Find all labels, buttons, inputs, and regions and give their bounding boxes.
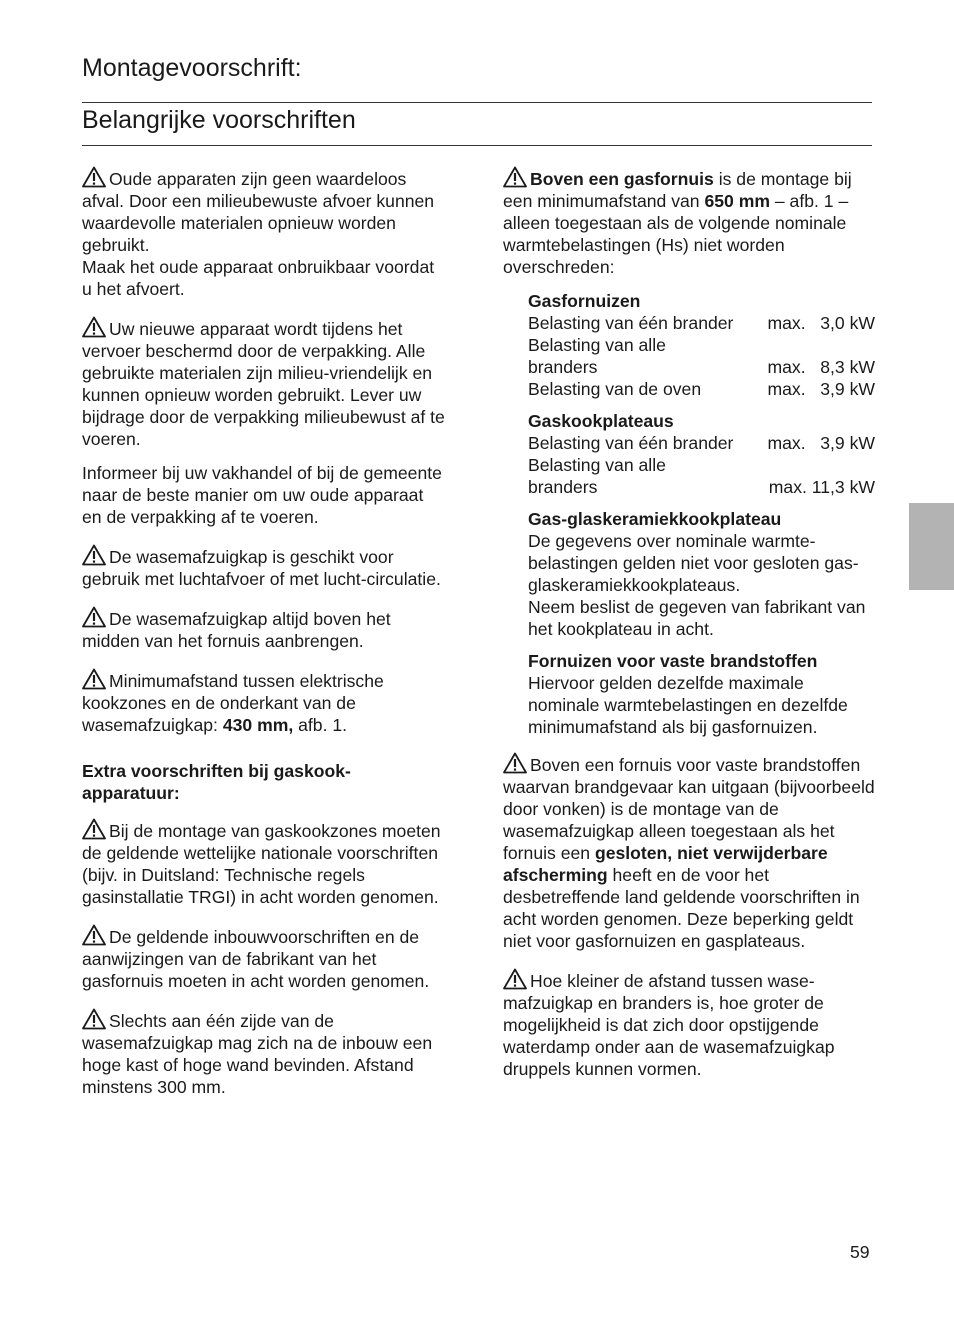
warning-triangle-icon	[503, 752, 527, 774]
warning-triangle-icon	[82, 606, 106, 628]
spec-row: Belasting van alle branders max. 11,3 kW	[528, 455, 875, 497]
paragraph-min-distance-electric: Minimumafstand tussen elektrische kookzones en de onderkant van de wasemafzuigkap: 430 mm, afb. 1.	[82, 668, 447, 736]
glass-ceramic-heading: Gas-glaskeramiekkookplateau	[528, 509, 782, 529]
paragraph-side-clearance: Slechts aan één zijde van de wasemafzuigkap mag zich na de inbouw een hoge kast of hoge wand bevinden. Afstand minstens 300 mm.	[82, 1008, 447, 1098]
paragraph-solid-fuel-warning: Boven een fornuis voor vaste brandstoffen waarvan brandgevaar kan uitgaan (bijvoorbeeld door vonken) is de montage van de wasemafzuigkap alleen toegestaan als het fornuis een gesloten, niet verwijderbare afscherming heeft en de voor het desbetreffende land geldende voorschriften in acht worden genomen. Deze beperking geldt niet voor gasfornuizen en gasplateaus.	[503, 752, 875, 952]
left-column	[82, 166, 447, 1114]
warning-triangle-icon	[82, 668, 106, 690]
paragraph-old-appliances: Oude apparaten zijn geen waardeloos afval. Door een milieubewuste afvoer kunnen waardevolle materialen opnieuw worden gebruikt. Maak het oude apparaat onbruikbaar voordat u het afvoert.	[82, 166, 447, 300]
paragraph-gas-regulations: Bij de montage van gaskookzones moeten de geldende wettelijke nationale voorschriften (bijv. in Duitsland: Technische regels gasinstallatie TRGI) in acht worden genomen.	[82, 818, 447, 908]
gas-ovens-heading: Gasfornuizen	[528, 291, 641, 311]
paragraph-packaging: Uw nieuwe apparaat wordt tijdens het vervoer beschermd door de verpakking. Alle gebruikte materialen zijn milieu-vriendelijk en kunnen opnieuw worden gebruikt. Lever uw bijdrage door de verpakking milieubewust af te voeren.	[82, 316, 447, 450]
warning-triangle-icon	[82, 924, 106, 946]
section-divider	[82, 145, 872, 146]
warning-triangle-icon	[503, 968, 527, 990]
warning-triangle-icon	[82, 544, 106, 566]
warning-triangle-icon	[82, 1008, 106, 1030]
paragraph-center-mounting: De wasemafzuigkap altijd boven het midden van het fornuis aanbrengen.	[82, 606, 447, 652]
paragraph-installation-rules: De geldende inbouwvoorschriften en de aanwijzingen van de fabrikant van het gasfornuis moeten in acht worden genomen.	[82, 924, 447, 992]
solid-fuel-block	[528, 650, 875, 738]
warning-triangle-icon	[82, 316, 106, 338]
right-column	[503, 166, 875, 1096]
paragraph-above-gas-stove: Boven een gasfornuis is de montage bij een minimumafstand van 650 mm – afb. 1 – alleen toegestaan als de volgende nominale warmtebelastingen (Hs) niet worden overschreden:	[503, 166, 875, 278]
page-title: Montagevoorschrift:	[82, 54, 302, 82]
warning-triangle-icon	[82, 166, 106, 188]
gas-ovens-block	[528, 290, 875, 400]
language-tab-marker	[909, 503, 954, 590]
section-title: Belangrijke voorschriften	[82, 106, 356, 134]
paragraph-condensation: Hoe kleiner de afstand tussen wase-mafzuigkap en branders is, hoe groter de mogelijkheid is dat zich door opstijgende waterdamp onder aan de wasemafzuigkap druppels kunnen vormen.	[503, 968, 875, 1080]
glass-ceramic-text: De gegevens over nominale warmte-belastingen gelden niet voor gesloten gas-glaskeramiekkookplateaus. Neem beslist de gegeven van fabrikant van het kookplateau in acht.	[528, 531, 866, 639]
gas-appliances-subheading: Extra voorschriften bij gaskook- apparatuur:	[82, 761, 351, 803]
gas-hobs-block	[528, 410, 875, 498]
paragraph-disposal-info: Informeer bij uw vakhandel of bij de gemeente naar de beste manier om uw oude apparaat en de verpakking af te voeren.	[82, 463, 442, 527]
spec-row: Belasting van alle branders max. 8,3 kW	[528, 335, 875, 377]
paragraph-exhaust-mode: De wasemafzuigkap is geschikt voor gebruik met luchtafvoer of met lucht-circulatie.	[82, 544, 447, 590]
spec-row: Belasting van één brander max. 3,0 kW	[528, 313, 875, 333]
warning-triangle-icon	[82, 818, 106, 840]
warning-triangle-icon	[503, 166, 527, 188]
spec-row: Belasting van één brander max. 3,9 kW	[528, 433, 875, 453]
page-number: 59	[850, 1242, 870, 1262]
solid-fuel-text: Hiervoor gelden dezelfde maximale nominale warmtebelastingen en dezelfde minimumafstand als bij gasfornuizen.	[528, 673, 848, 737]
gas-hobs-heading: Gaskookplateaus	[528, 411, 674, 431]
title-divider	[82, 102, 872, 103]
solid-fuel-heading: Fornuizen voor vaste brandstoffen	[528, 651, 818, 671]
spec-row: Belasting van de oven max. 3,9 kW	[528, 379, 875, 399]
glass-ceramic-block	[528, 508, 875, 640]
